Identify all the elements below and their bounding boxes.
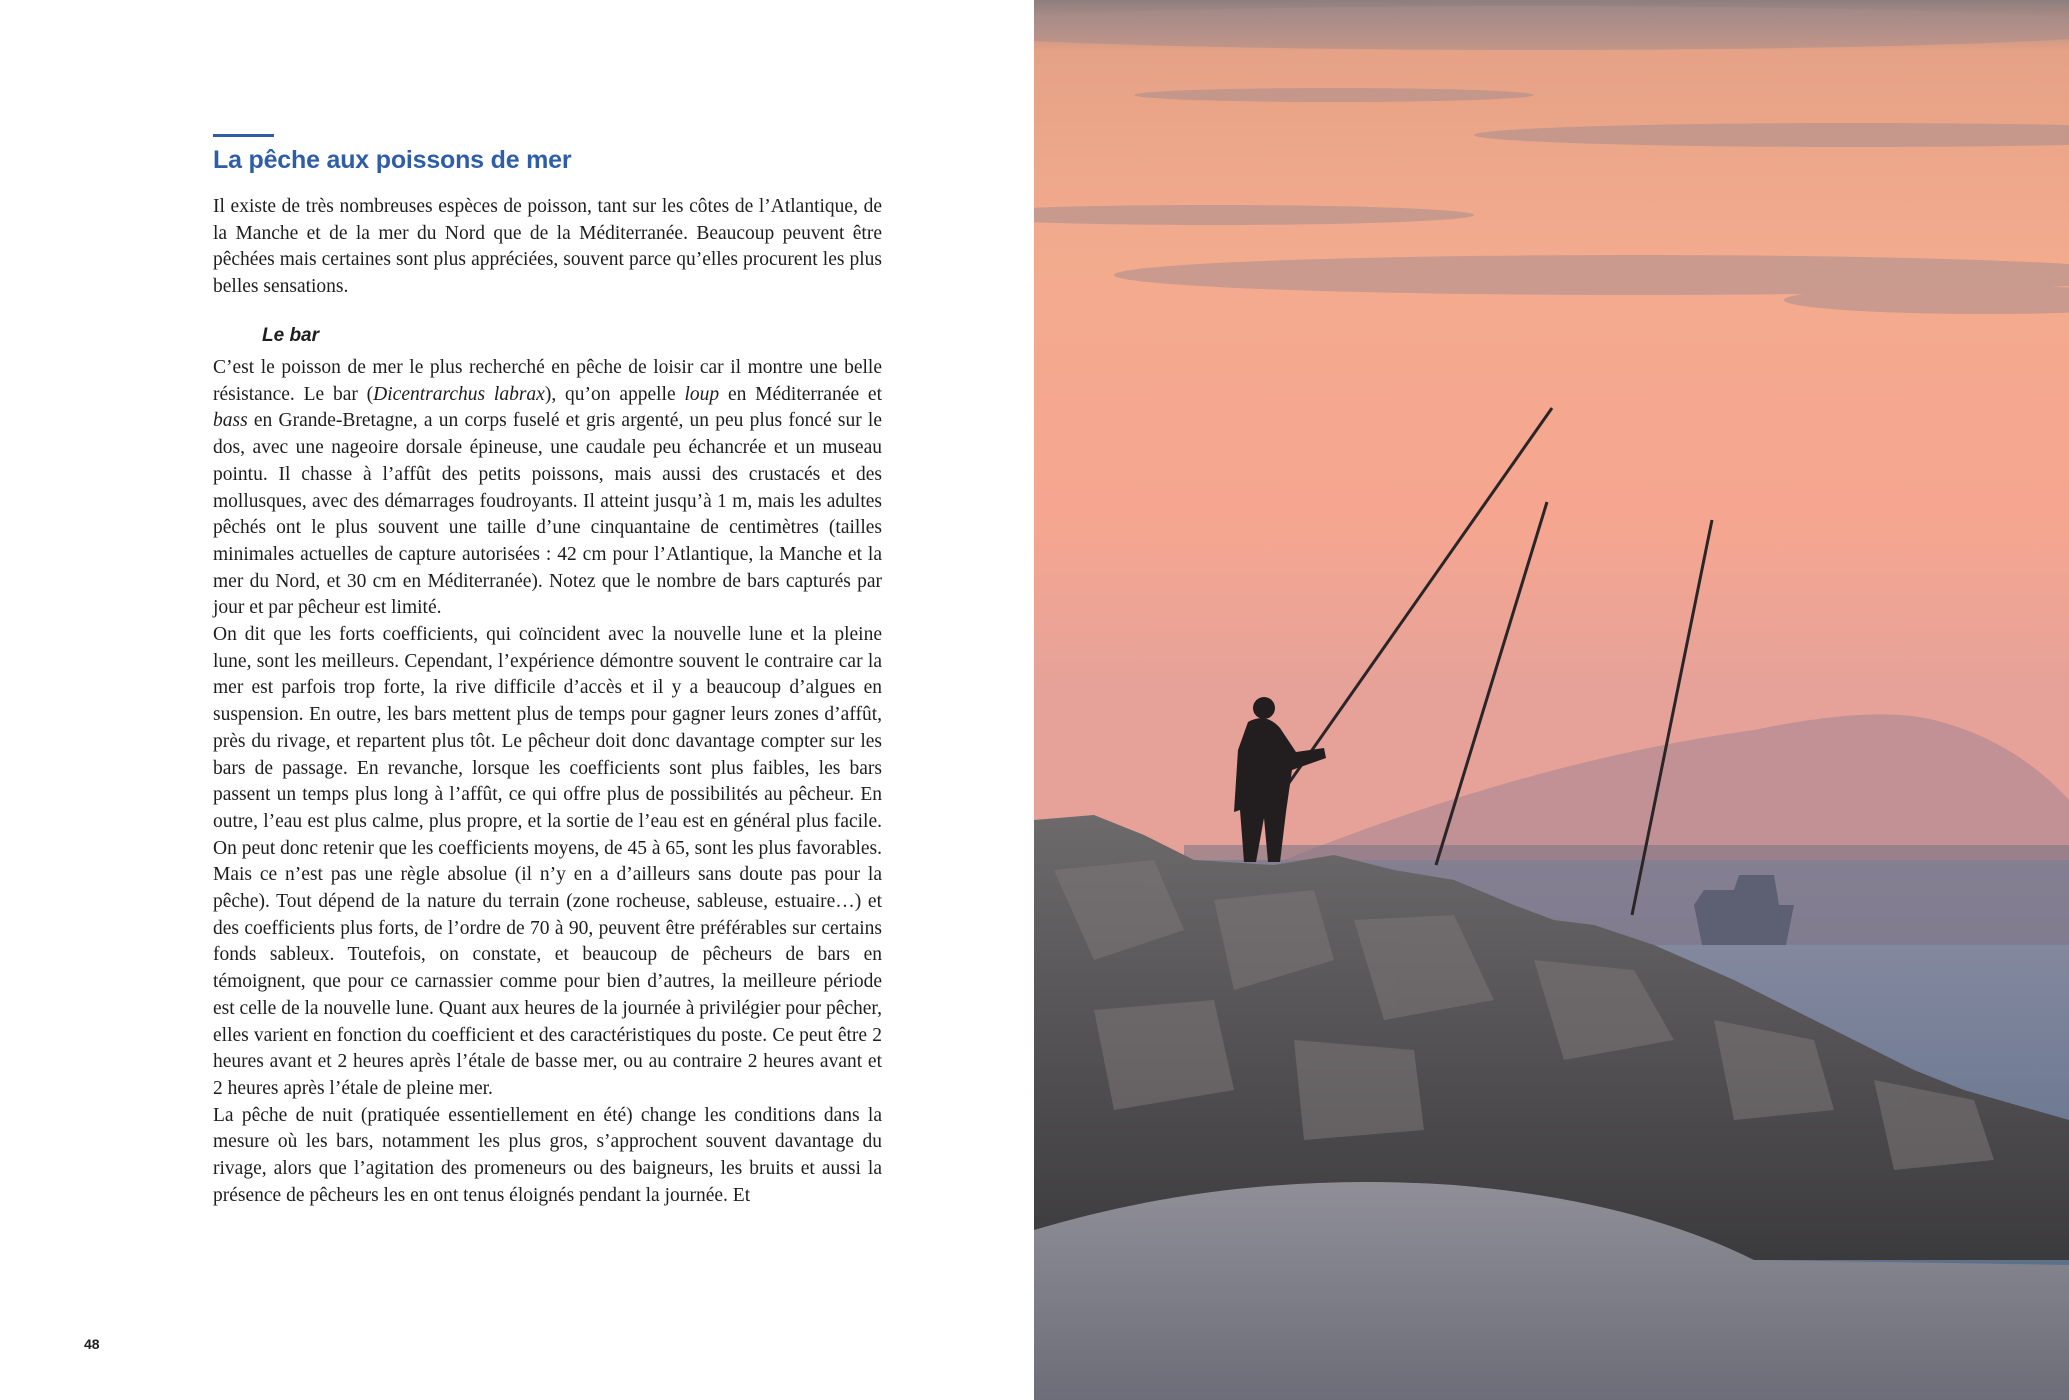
paragraph-1-text: en Méditerranée et xyxy=(719,383,882,405)
scientific-name: Dicentrarchus labrax xyxy=(373,383,545,405)
term-loup: loup xyxy=(684,383,720,405)
section-title: La pêche aux poissons de mer xyxy=(213,146,572,174)
intro-text: Il existe de très nombreuses espèces de poisson, tant sur les côtes de l’Atlantique, de la Manche et de la mer du Nord que de la Méditerranée. Beaucoup peuvent être pêchées mais certaines sont plus appréciées, souvent parce qu’elles procurent les plus belles sensations. xyxy=(213,196,882,298)
intro-paragraph xyxy=(213,194,882,301)
sunset-fishing-photo xyxy=(1034,0,2069,1400)
main-body-text xyxy=(213,355,882,1210)
paragraph-night-fishing: La pêche de nuit (pratiquée essentiellement en été) change les conditions dans la mesure où les bars, notamment les plus gros, s’approchent souvent davantage du rivage, alors que l’agitation des promeneurs ou des baigneurs, les bruits et aussi la présence de pêcheurs les en ont tenus éloignés pendant la journée. Et xyxy=(213,1104,882,1206)
paragraph-1-text: C’est le poisson de mer le plus recherché en pêche de loisir car il montre une belle résistance. Le bar ( xyxy=(213,357,882,405)
subsection-title: Le bar xyxy=(262,325,320,346)
term-bass: bass xyxy=(213,410,248,432)
paragraph-1-text: ), qu’on appelle xyxy=(544,383,685,405)
left-page xyxy=(0,0,1034,1400)
title-accent-rule xyxy=(213,134,274,137)
photo-illustration xyxy=(1034,0,2069,1400)
paragraph-bar-description xyxy=(213,355,882,622)
paragraph-1-text: en Grande-Bretagne, a un corps fuselé et gris argenté, un peu plus foncé sur le dos, avec une nageoire dorsale épineuse, une caudale peu échancrée et un museau pointu. Il chasse à l’affût des petits poissons, mais aussi des crustacés et des mollusques, avec des démarrages foudroyants. Il atteint jusqu’à 1 m, mais les adultes pêchés ont le plus souvent une taille d’une cinquantaine de centimètres (tailles minimales actuelles de capture autorisées : 42 cm pour l’Atlantique, la Manche et la mer du Nord, et 30 cm en Méditerranée). Notez que le nombre de bars capturés par jour et par pêcheur est limité. xyxy=(213,410,882,619)
paragraph-coefficients: On dit que les forts coefficients, qui coïncident avec la nouvelle lune et la pleine lune, sont les meilleurs. Cependant, l’expérience démontre souvent le contraire car la mer est parfois trop forte, la rive difficile d’accès et il y a beaucoup d’algues en suspension. En outre, les bars mettent plus de temps pour gagner leurs zones d’affût, près du rivage, et repartent plus tôt. Le pêcheur doit donc davantage compter sur les bars de passage. En revanche, lorsque les coefficients sont plus faibles, les bars passent un temps plus long à l’affût, ce qui offre plus de possibilités au pêcheur. En outre, l’eau est plus calme, plus propre, et la sortie de l’eau est en général plus facile. On peut donc retenir que les coefficients moyens, de 45 à 65, sont les plus favorables. Mais ce n’est pas une règle absolue (il n’y en a d’ailleurs sans doute pas pour la pêche). Tout dépend de la nature du terrain (zone rocheuse, sableuse, estuaire…) et des coefficients plus forts, de l’ordre de 70 à 90, peuvent être préférables sur certains fonds sableux. Toutefois, on constate, et beaucoup de pêcheurs de bars en témoignent, que pour ce carnassier comme pour bien d’autres, la meilleure période est celle de la nouvelle lune. Quant aux heures de la journée à privilégier pour pêcher, elles varient en fonction du coefficient et des caractéristiques du poste. Ce peut être 2 heures avant et 2 heures après l’étale de basse mer, ou au contraire 2 heures avant et 2 heures après l’étale de pleine mer. xyxy=(213,624,882,1099)
page-number: 48 xyxy=(84,1336,100,1352)
